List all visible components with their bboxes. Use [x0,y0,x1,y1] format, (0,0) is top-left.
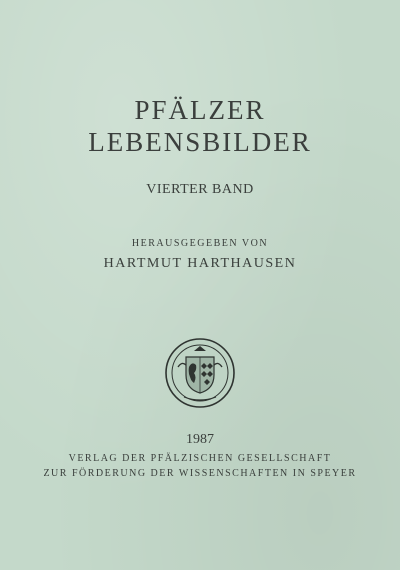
volume-label: VIERTER BAND [146,182,254,197]
editor-name: HARTMUT HARTHAUSEN [103,256,297,271]
publisher-line-2: ZUR FÖRDERUNG DER WISSENSCHAFTEN IN SPEYER [43,468,357,479]
publisher-line-1: VERLAG DER PFÄLZISCHEN GESELLSCHAFT [68,453,332,464]
heraldic-seal-icon [164,337,236,409]
title-line-1: PFÄLZER [134,95,266,125]
publication-year: 1987 [186,432,214,447]
edited-by-label: HERAUSGEGEBEN VON [131,238,269,249]
title-line-2: LEBENSBILDER [88,127,312,157]
